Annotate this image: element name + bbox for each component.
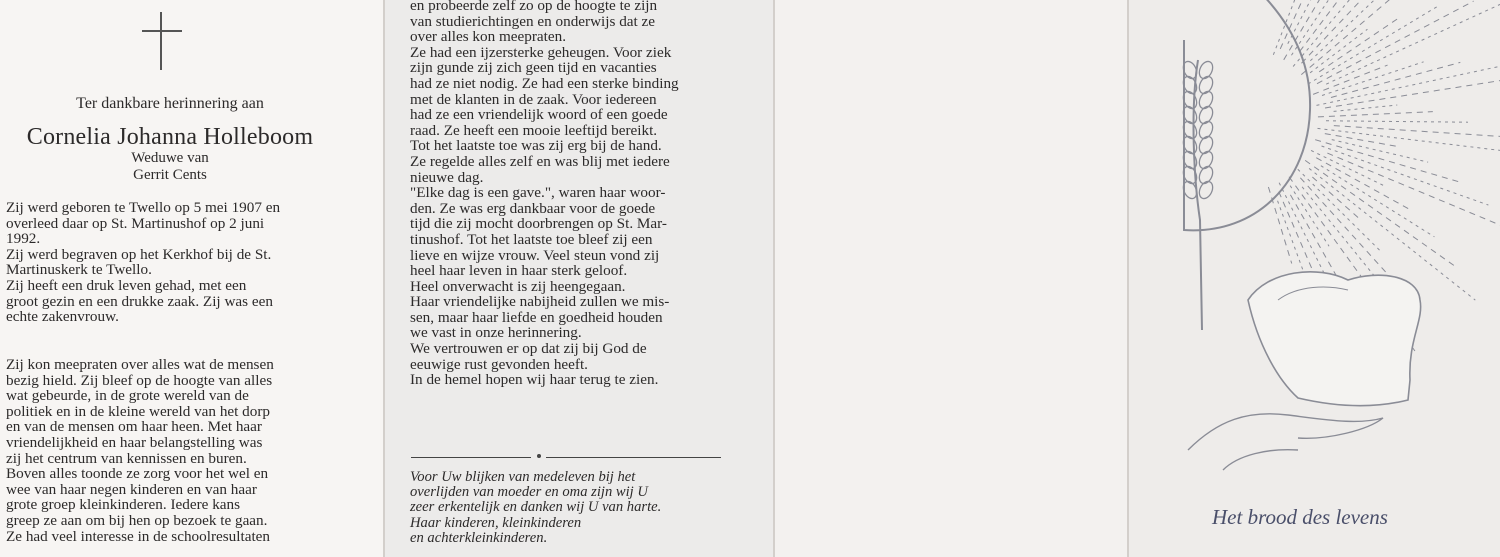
text-line: Zij heeft een druk leven gehad, met een bbox=[6, 276, 247, 294]
text-line: eeuwige rust gevonden heeft. bbox=[410, 355, 588, 373]
text-line: bezig hield. Zij bleef op de hoogte van alles bbox=[6, 371, 273, 389]
biography-paragraph-continued bbox=[410, 0, 720, 388]
fold-line bbox=[383, 0, 385, 557]
text-line: overleed daar op St. Martinushof op 2 juni bbox=[6, 214, 265, 232]
text-line: Heel onverwacht is zij heengegaan. bbox=[410, 277, 626, 295]
text-line: Ze regelde alles zelf en was blij met iedere bbox=[410, 152, 670, 170]
biography-paragraph-2 bbox=[6, 357, 318, 544]
text-line: greep ze aan om bij hen op bezoek te gaan. bbox=[6, 511, 268, 529]
wheat-stem bbox=[1194, 60, 1202, 330]
text-line: heel haar leven in haar sterk geloof. bbox=[410, 262, 628, 280]
divider-line bbox=[546, 457, 721, 458]
text-line: "Elke dag is een gave.", waren haar woor- bbox=[410, 184, 666, 202]
text-line: groot gezin en een drukke zaak. Zij was een bbox=[6, 292, 273, 310]
text-line: zeer erkentelijk en danken wij U van harte. bbox=[410, 499, 662, 516]
text-line: zijn gunde zij zich geen tijd en vacanties bbox=[410, 59, 657, 77]
dedication-text: Ter dankbare herinnering aan bbox=[76, 95, 264, 112]
biography-paragraph-1 bbox=[6, 200, 318, 325]
text-line: tinushof. Tot het laatste toe bleef zij een bbox=[410, 230, 653, 248]
text-line: Ze had veel interesse in de schoolresultaten bbox=[6, 527, 270, 545]
blank-panel bbox=[774, 0, 1128, 557]
text-line: had ze niet nodig. Ze had een sterke binding bbox=[410, 74, 679, 92]
text-line: lieve en wijze vrouw. Veel steun vond zij bbox=[410, 246, 660, 264]
text-line: nieuwe dag. bbox=[410, 168, 484, 186]
text-line: We vertrouwen er op dat zij bij God de bbox=[410, 340, 647, 358]
bread-and-wheat-illustration bbox=[1128, 0, 1500, 557]
text-line: Voor Uw blijken van medeleven bij het bbox=[410, 469, 636, 485]
text-line: den. Ze was erg dankbaar voor de goede bbox=[410, 199, 656, 217]
hand-icon bbox=[1188, 414, 1383, 470]
text-line: raad. Ze heeft een mooie leeftijd bereikt. bbox=[410, 121, 658, 139]
text-line: Haar kinderen, kleinkinderen bbox=[410, 514, 582, 531]
text-line: Martinuskerk te Twello. bbox=[6, 261, 152, 279]
wheat-ear-icon bbox=[1181, 59, 1215, 200]
text-line: echte zakenvrouw. bbox=[6, 308, 119, 326]
widow-of-text: Weduwe van bbox=[131, 150, 209, 166]
text-line: vriendelijkheid en haar belangstelling was bbox=[6, 433, 263, 451]
text-line: van studierichtingen en onderwijs dat ze bbox=[410, 12, 656, 30]
text-line: Zij kon meepraten over alles wat de mensen bbox=[6, 356, 274, 373]
deceased-name: Cornelia Johanna Holleboom bbox=[26, 124, 314, 150]
thank-you-note bbox=[410, 470, 722, 546]
text-line: sen, maar haar liefde en goedheid houden bbox=[410, 308, 663, 326]
text-line: Ze had een ijzersterke geheugen. Voor ziek bbox=[410, 43, 672, 61]
text-line: Zij werd begraven op het Kerkhof bij de St. bbox=[6, 245, 272, 263]
text-line: en achterkleinkinderen. bbox=[410, 529, 548, 546]
text-line: we vast in onze herinnering. bbox=[410, 324, 582, 342]
text-line: politiek en in de kleine wereld van het dorp bbox=[6, 402, 271, 420]
text-line: In de hemel hopen wij haar terug te zien. bbox=[410, 371, 659, 389]
text-line: over alles kon meepraten. bbox=[410, 28, 567, 46]
text-line: overlijden van moeder en oma zijn wij U bbox=[410, 484, 648, 501]
husband-name: Gerrit Cents bbox=[133, 167, 207, 183]
fold-line bbox=[773, 0, 775, 557]
text-line: grote groep kleinkinderen. Iedere kans bbox=[6, 496, 241, 514]
divider-dot bbox=[537, 454, 541, 458]
text-line: wat gebeurde, in de grote wereld van de bbox=[6, 387, 249, 405]
text-line: Boven alles toonde ze zorg voor het wel en bbox=[6, 465, 269, 483]
text-line: Tot het laatste toe was zij erg bij de hand. bbox=[410, 137, 662, 155]
text-line: met de klanten in de zaak. Voor iedereen bbox=[410, 90, 657, 108]
text-line: zij het centrum van kennissen en buren. bbox=[6, 449, 247, 467]
cross-icon bbox=[142, 12, 182, 70]
cover-caption: Het brood des levens bbox=[1212, 505, 1388, 529]
bread-loaf-icon bbox=[1248, 272, 1421, 406]
text-line: Zij werd geboren te Twello op 5 mei 1907 en bbox=[6, 199, 281, 216]
text-line: had ze een vriendelijk woord of een goede bbox=[410, 106, 668, 124]
text-line: Haar vriendelijke nabijheid zullen we mis- bbox=[410, 293, 670, 311]
text-line: tijd die zij mocht doorbrengen op St. Mar- bbox=[410, 215, 667, 233]
text-line: en van de mensen om haar heen. Met haar bbox=[6, 418, 262, 436]
divider-line bbox=[411, 457, 531, 458]
text-line: en probeerde zelf zo op de hoogte te zijn bbox=[410, 0, 658, 14]
text-line: wee van haar negen kinderen en van haar bbox=[6, 480, 257, 498]
text-line: 1992. bbox=[6, 230, 41, 248]
